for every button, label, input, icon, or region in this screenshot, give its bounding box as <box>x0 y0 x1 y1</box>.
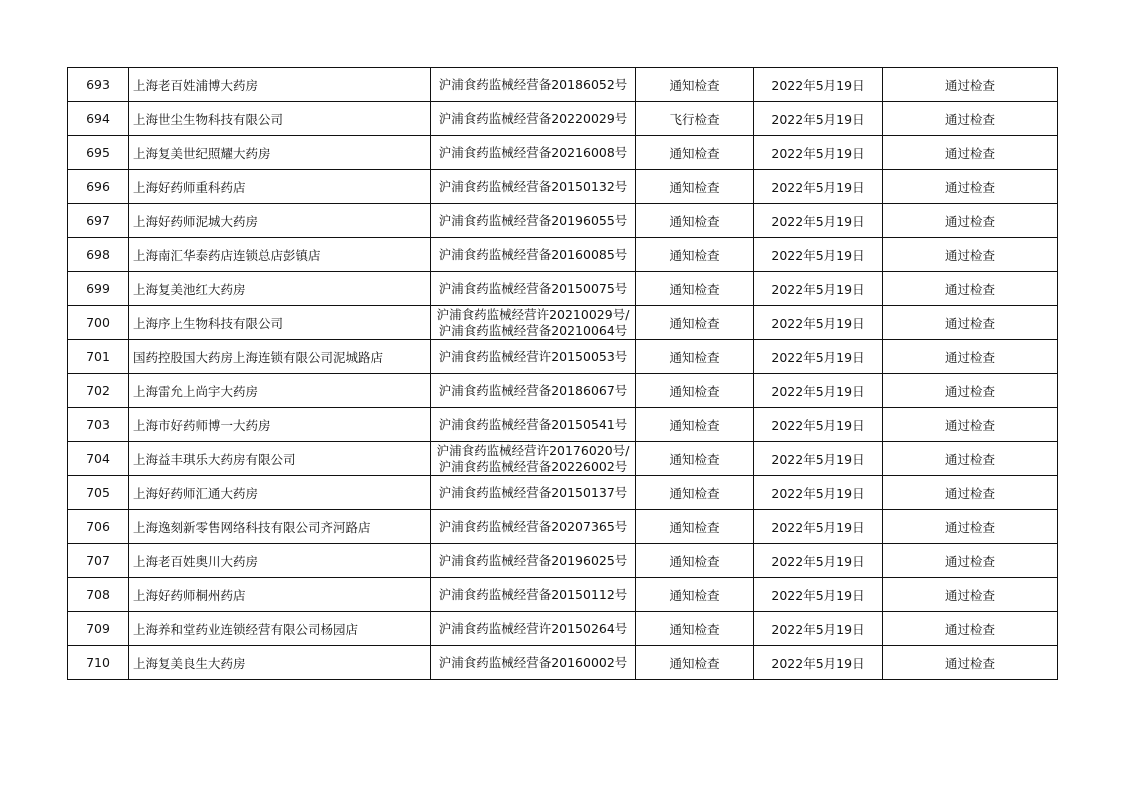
inspection-result-cell: 通过检查 <box>883 136 1058 170</box>
company-name-cell: 上海南汇华泰药店连锁总店彭镇店 <box>129 238 431 272</box>
company-name-cell: 上海好药师重科药店 <box>129 170 431 204</box>
license-line: 沪浦食药监械经营备20196025号 <box>438 552 628 568</box>
inspection-date-cell: 2022年5月19日 <box>754 544 883 578</box>
company-name-cell: 上海复美世纪照耀大药房 <box>129 136 431 170</box>
license-number-cell <box>431 204 636 238</box>
license-number-cell <box>431 442 636 476</box>
serial-number-cell: 700 <box>68 306 129 340</box>
inspection-result-cell: 通过检查 <box>883 374 1058 408</box>
inspection-result-cell: 通过检查 <box>883 238 1058 272</box>
license-line: 沪浦食药监械经营备20226002号 <box>438 458 628 474</box>
inspection-date-cell: 2022年5月19日 <box>754 238 883 272</box>
license-line: 沪浦食药监械经营备20207365号 <box>438 518 628 534</box>
inspection-method-cell: 通知检查 <box>636 646 754 680</box>
table-row <box>68 374 1058 408</box>
inspection-result-cell: 通过检查 <box>883 170 1058 204</box>
inspection-method-cell: 飞行检查 <box>636 102 754 136</box>
table-body <box>68 68 1058 680</box>
license-number-cell <box>431 136 636 170</box>
license-line: 沪浦食药监械经营备20210064号 <box>438 322 628 338</box>
table-row <box>68 204 1058 238</box>
inspection-date-cell: 2022年5月19日 <box>754 578 883 612</box>
company-name-cell: 上海好药师桐州药店 <box>129 578 431 612</box>
inspection-result-cell: 通过检查 <box>883 68 1058 102</box>
serial-number-cell: 705 <box>68 476 129 510</box>
inspection-date-cell: 2022年5月19日 <box>754 510 883 544</box>
inspection-method-cell: 通知检查 <box>636 476 754 510</box>
license-line: 沪浦食药监械经营备20150541号 <box>438 416 628 432</box>
serial-number-cell: 695 <box>68 136 129 170</box>
inspection-method-cell: 通知检查 <box>636 408 754 442</box>
inspection-method-cell: 通知检查 <box>636 510 754 544</box>
serial-number-cell: 704 <box>68 442 129 476</box>
table-row <box>68 306 1058 340</box>
company-name-cell: 上海老百姓浦博大药房 <box>129 68 431 102</box>
license-number-cell <box>431 374 636 408</box>
company-name-cell: 上海老百姓奥川大药房 <box>129 544 431 578</box>
license-line: 沪浦食药监械经营备20150112号 <box>438 586 628 602</box>
company-name-cell: 上海市好药师博一大药房 <box>129 408 431 442</box>
table-row <box>68 102 1058 136</box>
inspection-date-cell: 2022年5月19日 <box>754 204 883 238</box>
license-number-cell <box>431 544 636 578</box>
license-line: 沪浦食药监械经营备20186067号 <box>438 382 628 398</box>
inspection-result-cell: 通过检查 <box>883 408 1058 442</box>
license-line: 沪浦食药监械经营备20220029号 <box>438 110 628 126</box>
serial-number-cell: 703 <box>68 408 129 442</box>
inspection-date-cell: 2022年5月19日 <box>754 306 883 340</box>
table-row <box>68 612 1058 646</box>
serial-number-cell: 710 <box>68 646 129 680</box>
inspection-result-cell: 通过检查 <box>883 578 1058 612</box>
inspection-method-cell: 通知检查 <box>636 340 754 374</box>
inspection-method-cell: 通知检查 <box>636 578 754 612</box>
inspection-date-cell: 2022年5月19日 <box>754 374 883 408</box>
inspection-result-cell: 通过检查 <box>883 442 1058 476</box>
inspection-result-cell: 通过检查 <box>883 340 1058 374</box>
company-name-cell: 国药控股国大药房上海连锁有限公司泥城路店 <box>129 340 431 374</box>
license-number-cell <box>431 578 636 612</box>
inspection-date-cell: 2022年5月19日 <box>754 102 883 136</box>
license-line: 沪浦食药监械经营许20150264号 <box>438 620 628 636</box>
inspection-result-cell: 通过检查 <box>883 204 1058 238</box>
table-row <box>68 578 1058 612</box>
inspection-date-cell: 2022年5月19日 <box>754 272 883 306</box>
license-line: 沪浦食药监械经营备20160085号 <box>438 246 628 262</box>
license-line: 沪浦食药监械经营备20160002号 <box>438 654 628 670</box>
inspection-method-cell: 通知检查 <box>636 306 754 340</box>
inspection-date-cell: 2022年5月19日 <box>754 476 883 510</box>
table-row <box>68 476 1058 510</box>
license-number-cell <box>431 476 636 510</box>
license-line: 沪浦食药监械经营备20150137号 <box>438 484 628 500</box>
table-row <box>68 136 1058 170</box>
inspection-result-cell: 通过检查 <box>883 646 1058 680</box>
inspection-result-cell: 通过检查 <box>883 510 1058 544</box>
serial-number-cell: 707 <box>68 544 129 578</box>
table-row <box>68 408 1058 442</box>
inspection-result-cell: 通过检查 <box>883 476 1058 510</box>
table-row <box>68 238 1058 272</box>
license-number-cell <box>431 340 636 374</box>
license-number-cell <box>431 238 636 272</box>
inspection-method-cell: 通知检查 <box>636 442 754 476</box>
company-name-cell: 上海复美池红大药房 <box>129 272 431 306</box>
license-line: 沪浦食药监械经营备20216008号 <box>438 144 628 160</box>
inspection-date-cell: 2022年5月19日 <box>754 646 883 680</box>
license-line: 沪浦食药监械经营备20196055号 <box>438 212 628 228</box>
serial-number-cell: 694 <box>68 102 129 136</box>
license-line: 沪浦食药监械经营备20150132号 <box>438 178 628 194</box>
inspection-records-table <box>67 67 1058 680</box>
license-number-cell <box>431 170 636 204</box>
serial-number-cell: 696 <box>68 170 129 204</box>
table-row <box>68 510 1058 544</box>
inspection-result-cell: 通过检查 <box>883 544 1058 578</box>
inspection-date-cell: 2022年5月19日 <box>754 340 883 374</box>
inspection-method-cell: 通知检查 <box>636 612 754 646</box>
company-name-cell: 上海养和堂药业连锁经营有限公司杨园店 <box>129 612 431 646</box>
table-row <box>68 68 1058 102</box>
company-name-cell: 上海益丰琪乐大药房有限公司 <box>129 442 431 476</box>
inspection-method-cell: 通知检查 <box>636 170 754 204</box>
inspection-method-cell: 通知检查 <box>636 374 754 408</box>
inspection-date-cell: 2022年5月19日 <box>754 612 883 646</box>
table-row <box>68 442 1058 476</box>
license-line: 沪浦食药监械经营备20150075号 <box>438 280 628 296</box>
inspection-method-cell: 通知检查 <box>636 204 754 238</box>
serial-number-cell: 701 <box>68 340 129 374</box>
license-number-cell <box>431 646 636 680</box>
inspection-method-cell: 通知检查 <box>636 136 754 170</box>
license-number-cell <box>431 306 636 340</box>
table-row <box>68 646 1058 680</box>
inspection-result-cell: 通过检查 <box>883 102 1058 136</box>
license-line: 沪浦食药监械经营许20176020号/ <box>436 442 630 458</box>
serial-number-cell: 708 <box>68 578 129 612</box>
inspection-result-cell: 通过检查 <box>883 272 1058 306</box>
inspection-date-cell: 2022年5月19日 <box>754 408 883 442</box>
license-number-cell <box>431 102 636 136</box>
serial-number-cell: 709 <box>68 612 129 646</box>
serial-number-cell: 702 <box>68 374 129 408</box>
company-name-cell: 上海好药师泥城大药房 <box>129 204 431 238</box>
company-name-cell: 上海雷允上尚宇大药房 <box>129 374 431 408</box>
serial-number-cell: 697 <box>68 204 129 238</box>
table-row <box>68 544 1058 578</box>
inspection-result-cell: 通过检查 <box>883 612 1058 646</box>
inspection-date-cell: 2022年5月19日 <box>754 136 883 170</box>
inspection-method-cell: 通知检查 <box>636 544 754 578</box>
serial-number-cell: 699 <box>68 272 129 306</box>
license-line: 沪浦食药监械经营许20210029号/ <box>436 306 630 322</box>
inspection-result-cell: 通过检查 <box>883 306 1058 340</box>
serial-number-cell: 706 <box>68 510 129 544</box>
license-number-cell <box>431 68 636 102</box>
company-name-cell: 上海世尘生物科技有限公司 <box>129 102 431 136</box>
company-name-cell: 上海复美良生大药房 <box>129 646 431 680</box>
license-number-cell <box>431 612 636 646</box>
inspection-date-cell: 2022年5月19日 <box>754 442 883 476</box>
license-line: 沪浦食药监械经营许20150053号 <box>438 348 628 364</box>
license-number-cell <box>431 408 636 442</box>
license-number-cell <box>431 272 636 306</box>
license-line: 沪浦食药监械经营备20186052号 <box>438 76 628 92</box>
serial-number-cell: 693 <box>68 68 129 102</box>
serial-number-cell: 698 <box>68 238 129 272</box>
inspection-date-cell: 2022年5月19日 <box>754 170 883 204</box>
table-row <box>68 170 1058 204</box>
company-name-cell: 上海逸刻新零售网络科技有限公司齐河路店 <box>129 510 431 544</box>
table-row <box>68 340 1058 374</box>
inspection-date-cell: 2022年5月19日 <box>754 68 883 102</box>
inspection-method-cell: 通知检查 <box>636 68 754 102</box>
company-name-cell: 上海好药师汇通大药房 <box>129 476 431 510</box>
table-row <box>68 272 1058 306</box>
inspection-method-cell: 通知检查 <box>636 272 754 306</box>
inspection-method-cell: 通知检查 <box>636 238 754 272</box>
company-name-cell: 上海序上生物科技有限公司 <box>129 306 431 340</box>
license-number-cell <box>431 510 636 544</box>
